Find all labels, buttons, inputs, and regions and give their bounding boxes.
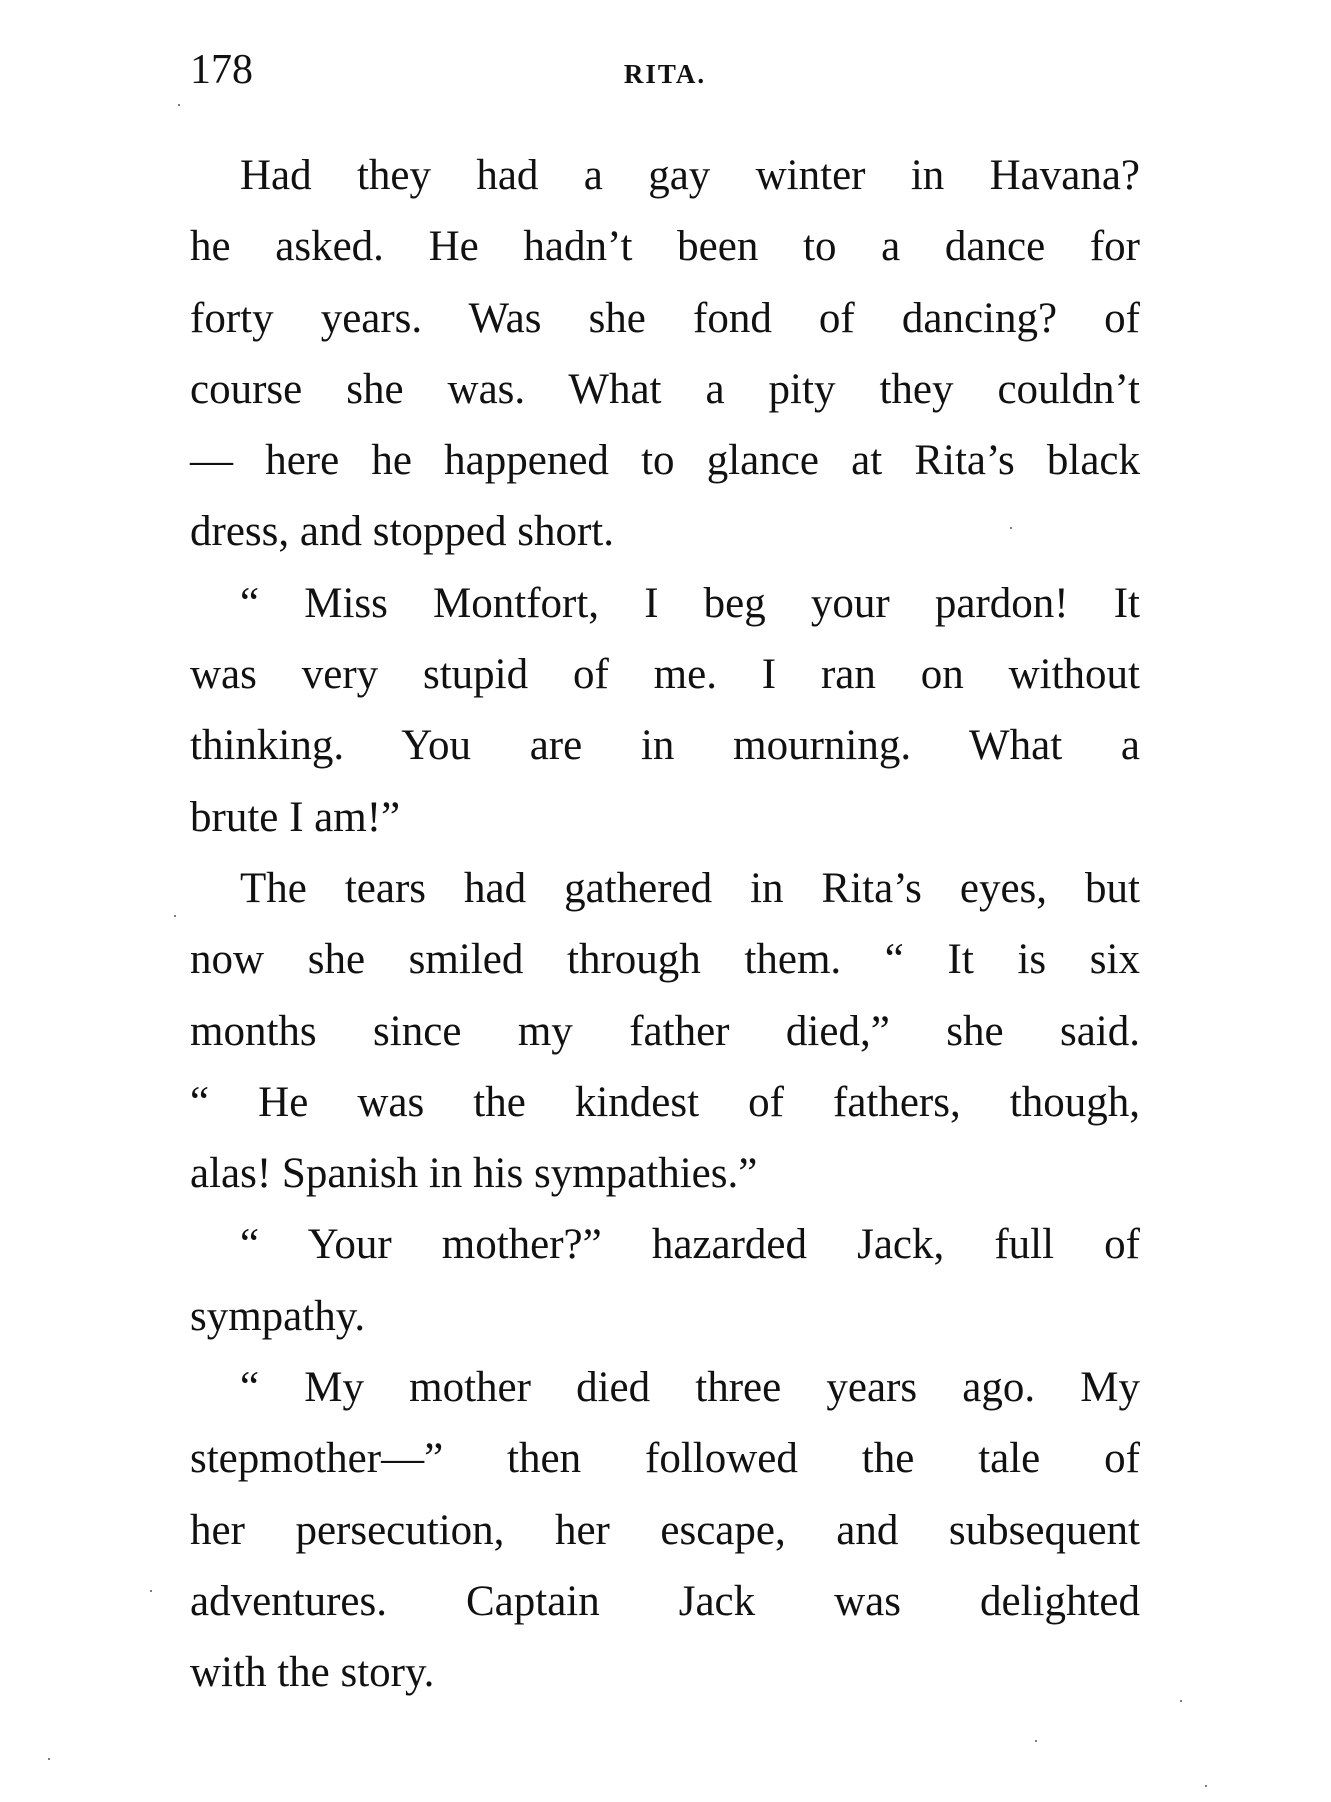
text-line: sympathy. xyxy=(190,1292,366,1340)
text-line: “ Your mother?” hazarded Jack, full of xyxy=(240,1221,1140,1269)
scan-speck xyxy=(1180,1700,1182,1702)
text-line: alas! Spanish in his sympathies.” xyxy=(190,1150,758,1198)
text-line: brute I am!” xyxy=(190,793,401,841)
text-line: adventures. Captain Jack was delighted xyxy=(190,1577,1140,1625)
text-line: forty years. Was she fond of dancing? of xyxy=(190,294,1140,342)
text-line: stepmother—” then followed the tale of xyxy=(190,1435,1140,1483)
running-title: RITA. xyxy=(623,59,707,89)
scan-speck xyxy=(1010,527,1012,529)
body-text xyxy=(190,140,1140,1709)
text-line: course she was. What a pity they couldn’t xyxy=(190,365,1140,413)
text-line: thinking. You are in mourning. What a xyxy=(190,722,1140,770)
text-line: dress, and stopped short. xyxy=(190,508,614,556)
scan-speck xyxy=(150,1590,152,1592)
paragraph xyxy=(190,853,1140,1209)
paragraph xyxy=(190,1352,1140,1708)
text-line: Had they had a gay winter in Havana? xyxy=(240,152,1140,199)
text-line: — here he happened to glance at Rita’s black xyxy=(190,437,1140,485)
scan-speck xyxy=(174,915,176,917)
text-line: months since my father died,” she said. xyxy=(190,1007,1140,1055)
scan-speck xyxy=(48,1758,50,1760)
scan-speck xyxy=(1205,1785,1207,1787)
page-number: 178 xyxy=(190,47,253,93)
text-line: was very stupid of me. I ran on without xyxy=(190,651,1140,699)
text-line: he asked. He hadn’t been to a dance for xyxy=(190,223,1140,271)
page-header xyxy=(190,40,1140,100)
paragraph xyxy=(190,568,1140,853)
text-line: The tears had gathered in Rita’s eyes, but xyxy=(240,864,1140,912)
scan-speck xyxy=(1035,1740,1037,1742)
text-line: “ Miss Montfort, I beg your pardon! It xyxy=(240,579,1140,627)
text-line: now she smiled through them. “ It is six xyxy=(190,936,1140,984)
text-line: her persecution, her escape, and subsequent xyxy=(190,1506,1140,1554)
paragraph xyxy=(190,140,1140,568)
paragraph xyxy=(190,1209,1140,1352)
scan-speck xyxy=(178,104,180,106)
text-line: “ He was the kindest of fathers, though, xyxy=(190,1078,1140,1126)
text-line: “ My mother died three years ago. My xyxy=(240,1364,1140,1412)
text-line: with the story. xyxy=(190,1649,435,1697)
